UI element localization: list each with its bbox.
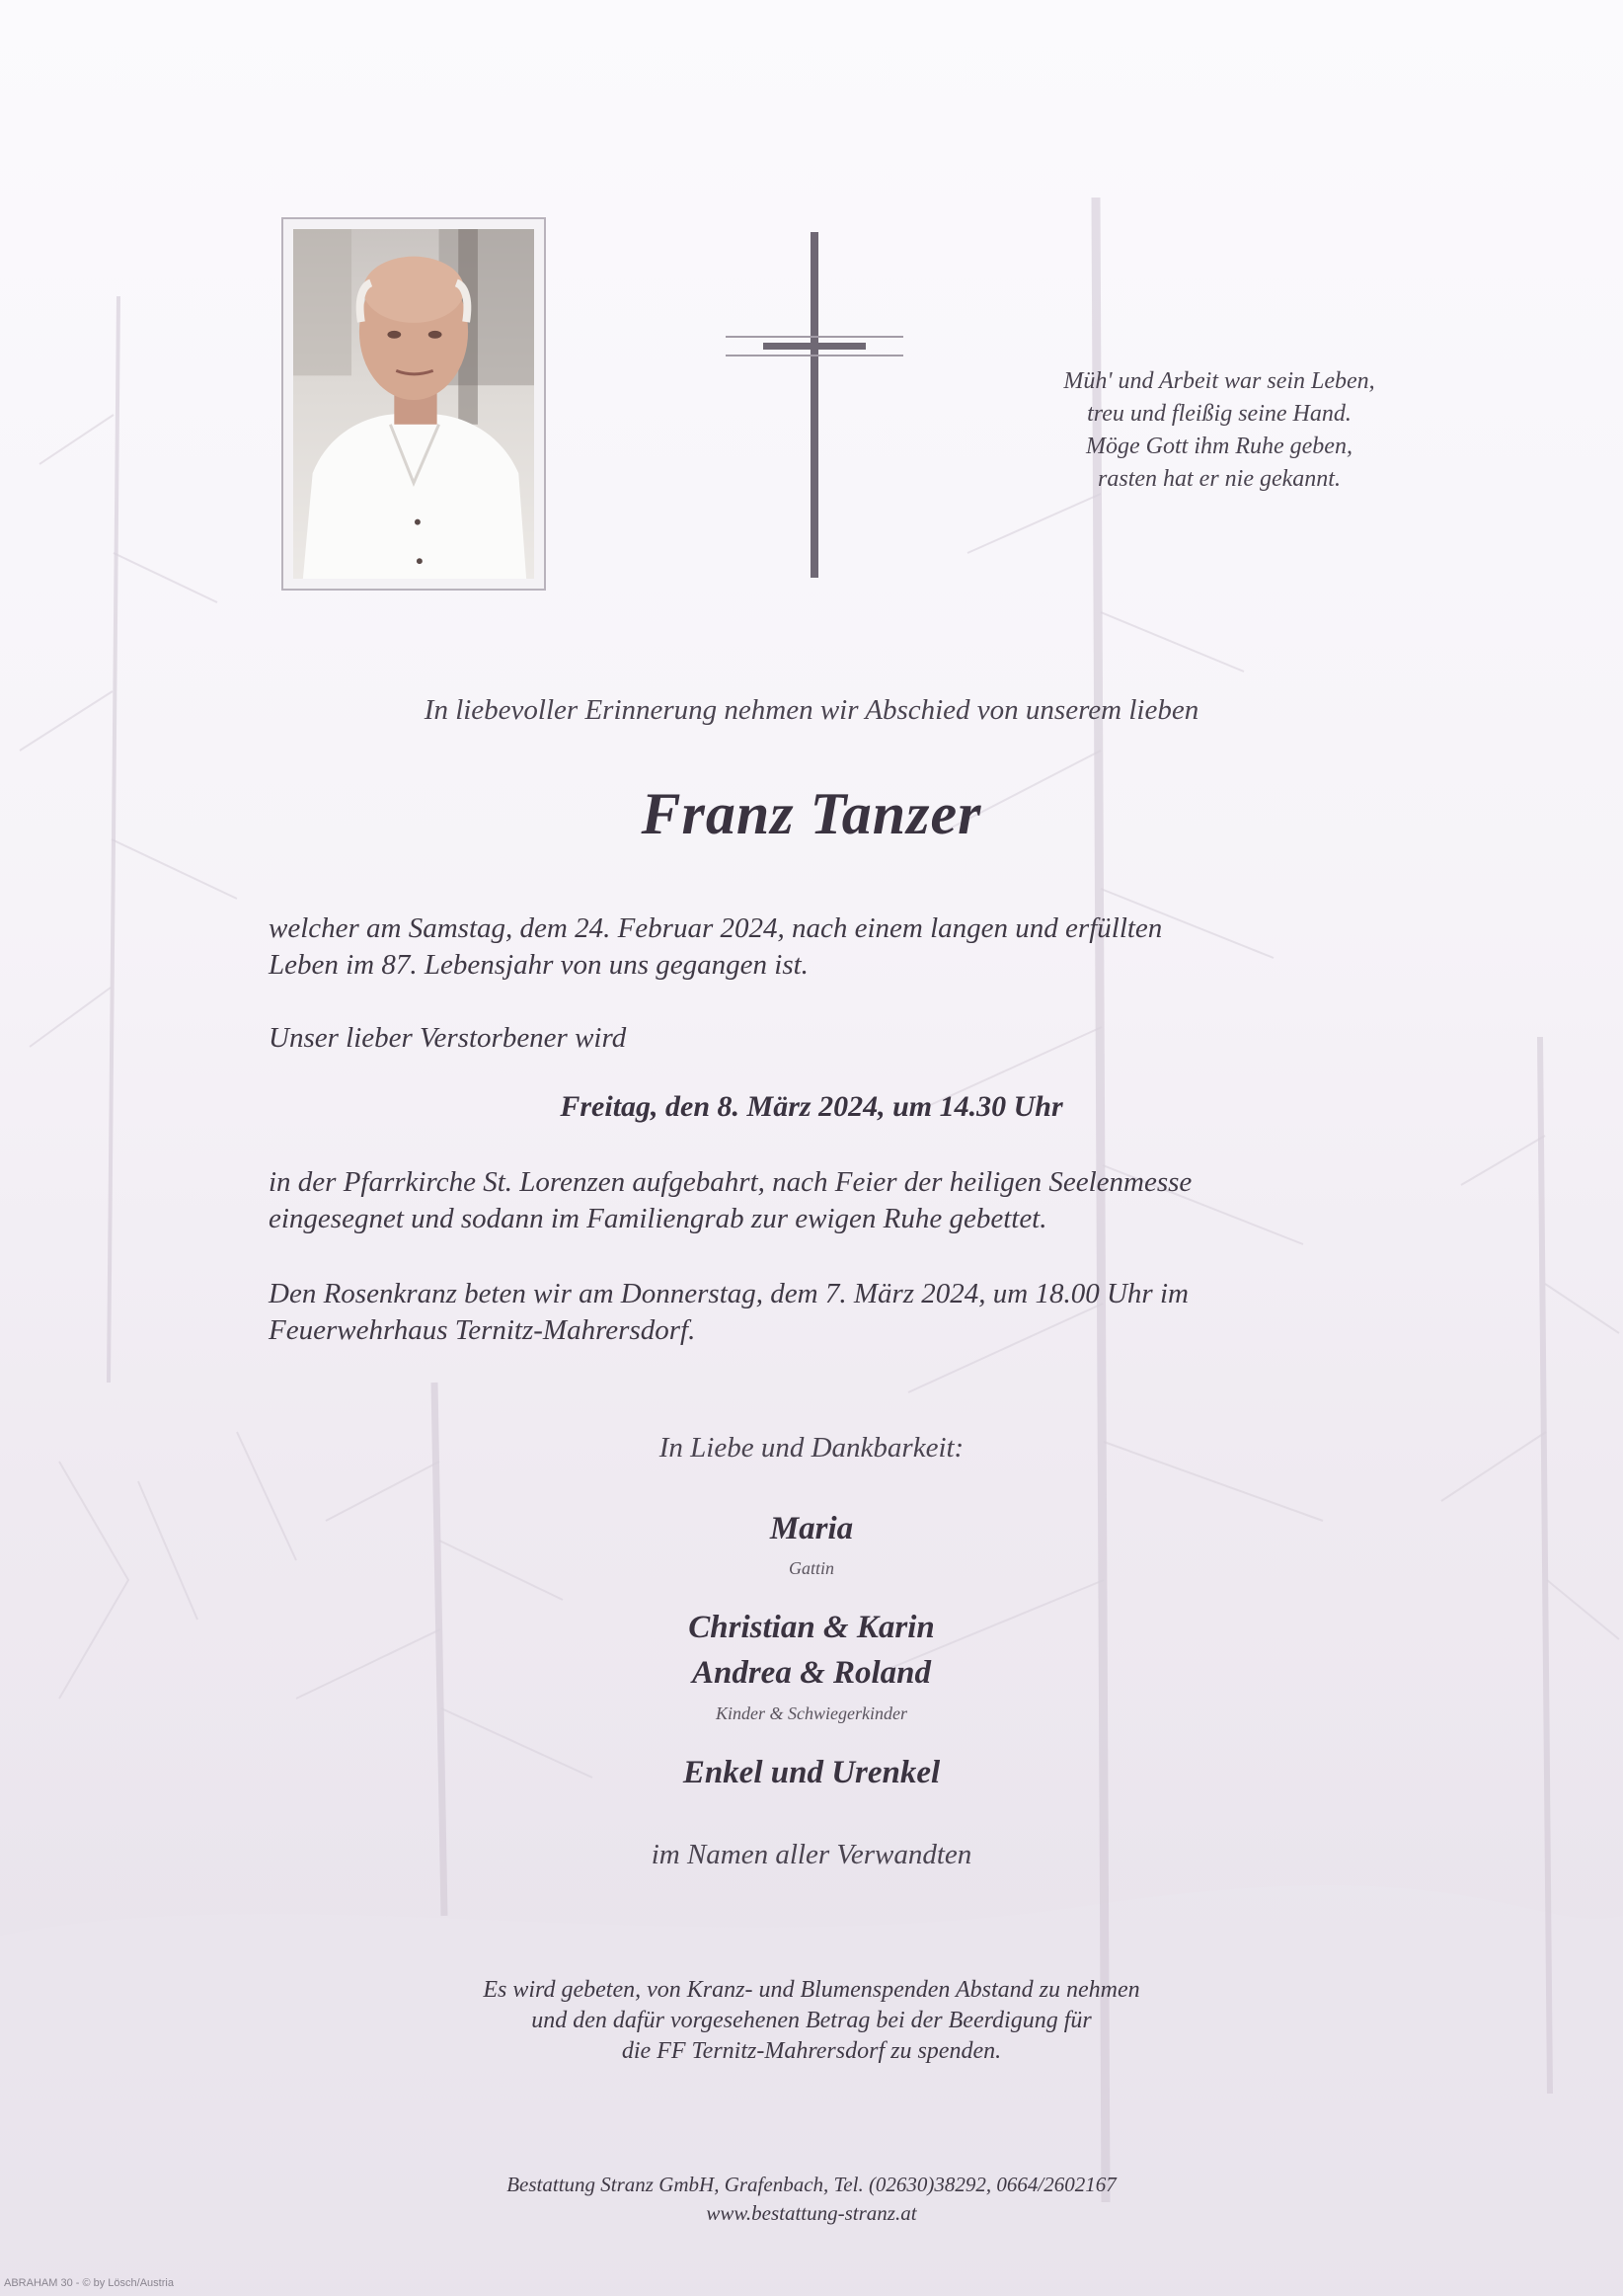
donation-line-3: die FF Ternitz-Mahrersdorf zu spenden. bbox=[621, 2038, 1002, 2064]
children-couple-2: Andrea & Roland bbox=[691, 1655, 932, 1691]
donation-line-1: Es wird gebeten, von Kranz- und Blumenspenden Abstand zu nehmen bbox=[483, 1977, 1140, 2003]
portrait-frame bbox=[281, 217, 546, 591]
undertaker-website: www.bestattung-stranz.at bbox=[706, 2201, 917, 2225]
funeral-date: Freitag, den 8. März 2024, um 14.30 Uhr bbox=[560, 1090, 1063, 1123]
rosary-text bbox=[269, 1276, 1374, 1349]
donation-request bbox=[0, 1975, 1623, 2067]
spouse-relation: Gattin bbox=[788, 1558, 834, 1578]
rosary-line-1: Den Rosenkranz beten wir am Donnerstag, dem 7. März 2024, um 18.00 Uhr im bbox=[269, 1278, 1189, 1309]
thanks-heading: In Liebe und Dankbarkeit: bbox=[658, 1432, 965, 1464]
cross-icon bbox=[726, 232, 903, 578]
death-line-1: welcher am Samstag, dem 24. Februar 2024, nach einem langen und erfüllten bbox=[269, 912, 1163, 944]
children-couple-1: Christian & Karin bbox=[688, 1610, 935, 1645]
relatives-line: im Namen aller Verwandten bbox=[651, 1839, 972, 1870]
portrait-photo bbox=[293, 229, 534, 579]
verse-line: Möge Gott ihm Ruhe geben, bbox=[1086, 434, 1352, 459]
template-imprint: ABRAHAM 30 - © by Lösch/Austria bbox=[4, 2277, 174, 2289]
donation-line-2: und den dafür vorgesehenen Betrag bei der Beerdigung für bbox=[531, 2008, 1092, 2033]
death-line-2: Leben im 87. Lebensjahr von uns gegangen ist. bbox=[269, 949, 809, 981]
verse-line: treu und fleißig seine Hand. bbox=[1087, 401, 1352, 427]
memorial-verse bbox=[1032, 365, 1407, 496]
death-announcement bbox=[269, 910, 1374, 984]
spouse-name: Maria bbox=[769, 1511, 854, 1546]
undertaker-info bbox=[0, 2171, 1623, 2228]
ceremony-text bbox=[269, 1164, 1374, 1237]
verse-line: Müh' und Arbeit war sein Leben, bbox=[1063, 368, 1375, 394]
verse-line: rasten hat er nie gekannt. bbox=[1098, 466, 1341, 492]
ceremony-line-2: eingesegnet und sodann im Familiengrab zur ewigen Ruhe gebettet. bbox=[269, 1203, 1047, 1234]
children-relation: Kinder & Schwiegerkinder bbox=[716, 1703, 907, 1723]
undertaker-contact: Bestattung Stranz GmbH, Grafenbach, Tel. (02630)38292, 0664/2602167 bbox=[506, 2173, 1117, 2196]
grandchildren: Enkel und Urenkel bbox=[682, 1755, 941, 1790]
deceased-will-text: Unser lieber Verstorbener wird bbox=[269, 1022, 627, 1054]
rosary-line-2: Feuerwehrhaus Ternitz-Mahrersdorf. bbox=[269, 1314, 696, 1346]
ceremony-line-1: in der Pfarrkirche St. Lorenzen aufgebahrt, nach Feier der heiligen Seelenmesse bbox=[269, 1166, 1193, 1198]
intro-text: In liebevoller Erinnerung nehmen wir Abschied von unserem lieben bbox=[424, 694, 1199, 726]
deceased-name: Franz Tanzer bbox=[641, 781, 982, 846]
